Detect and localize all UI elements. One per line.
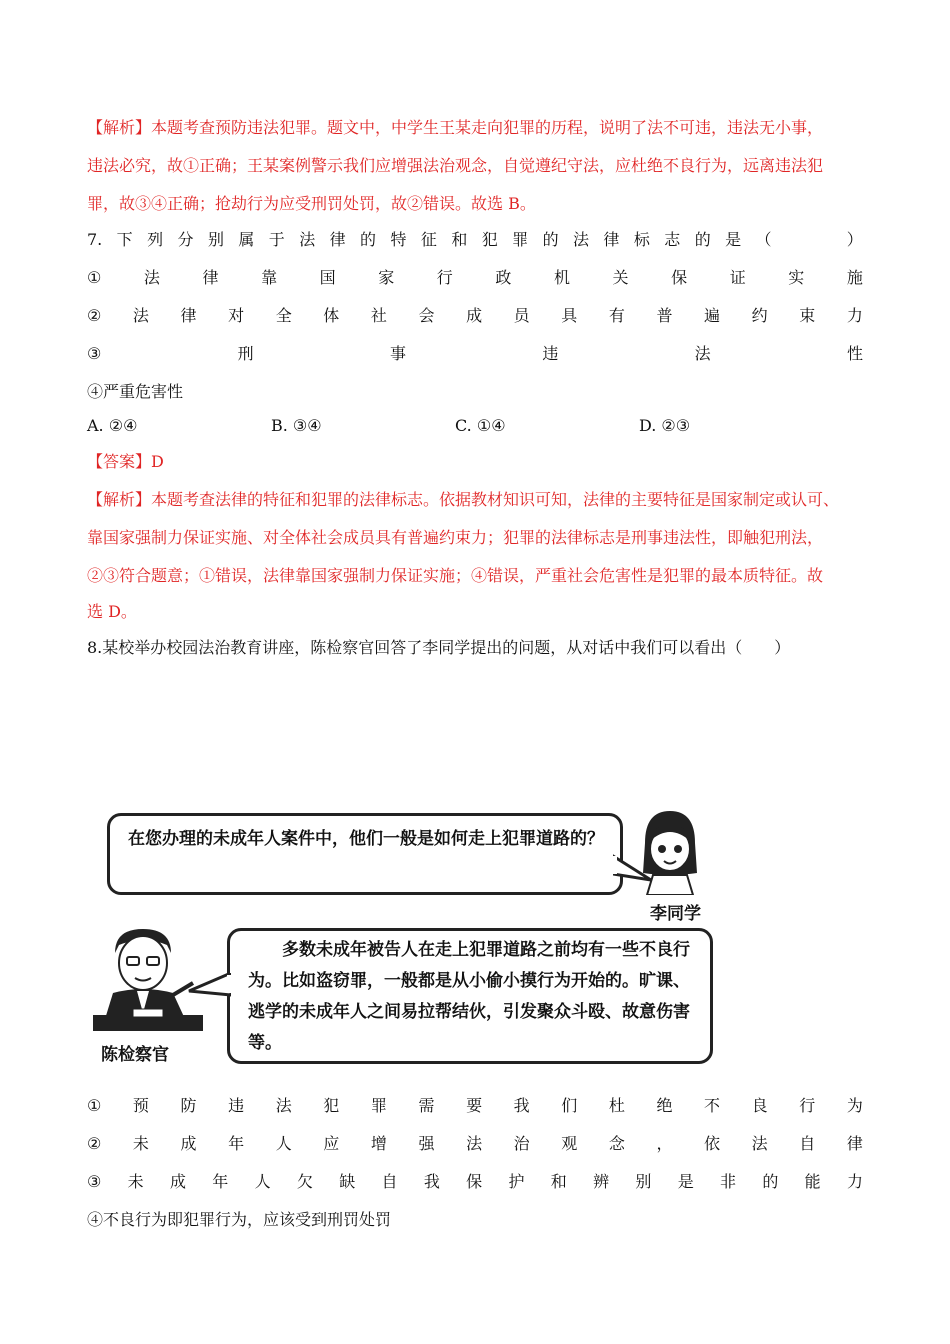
question-7-stem-char: 是 bbox=[725, 230, 742, 249]
question-8-item-3-char: 力 bbox=[846, 1172, 863, 1191]
question-8-item-3-char: 年 bbox=[212, 1172, 229, 1191]
question-8-item-1-char: 预 bbox=[132, 1096, 149, 1115]
question-7-stem-char: 列 bbox=[147, 230, 164, 249]
question-7-stem-char: 征 bbox=[420, 230, 437, 249]
question-8-item-1-char: 需 bbox=[418, 1096, 435, 1115]
option-c: C. ①④ bbox=[455, 416, 506, 435]
question-8-item-1-char: 防 bbox=[180, 1096, 197, 1115]
question-8-item-1-char: 良 bbox=[751, 1096, 768, 1115]
question-8-item-3-char: 是 bbox=[677, 1172, 694, 1191]
question-7-item-3 bbox=[87, 343, 863, 365]
question-7-stem-char bbox=[786, 229, 802, 251]
question-8-item-2-char: 治 bbox=[513, 1134, 530, 1153]
question-7-item-2-char: 遍 bbox=[704, 306, 721, 325]
question-8-item-3-char: ③ bbox=[87, 1172, 102, 1191]
question-7-item-3-char: 法 bbox=[694, 344, 711, 363]
question-7-item-1-char: 政 bbox=[495, 268, 512, 287]
question-7-item-3-char: 刑 bbox=[237, 344, 254, 363]
question-8-item-3-char: 我 bbox=[423, 1172, 440, 1191]
question-7-stem-char: 和 bbox=[451, 230, 468, 249]
officer-speech-bubble bbox=[227, 928, 713, 1064]
question-8-item-2-char: 人 bbox=[275, 1134, 292, 1153]
question-7-analysis-line-4: 选 D。 bbox=[87, 602, 137, 621]
comic-illustration bbox=[87, 795, 717, 1070]
question-7-answer: 【答案】D bbox=[87, 452, 164, 471]
question-8-item-3 bbox=[87, 1171, 863, 1193]
question-8-item-2-char: 律 bbox=[846, 1134, 863, 1153]
question-7-stem-char: 标 bbox=[633, 230, 650, 249]
question-7-item-2-char: 束 bbox=[799, 306, 816, 325]
question-7-stem-char: 属 bbox=[238, 230, 255, 249]
question-7-item-1-char: 律 bbox=[202, 268, 219, 287]
question-8-item-2-char: 年 bbox=[228, 1134, 245, 1153]
question-7-item-3-char: 性 bbox=[846, 344, 863, 363]
question-7-item-3-char: ③ bbox=[87, 344, 102, 363]
question-7-stem-char: 志 bbox=[664, 230, 681, 249]
question-7-analysis-line-3: ②③符合题意；①错误，法律靠国家强制力保证实施；④错误，严重社会危害性是犯罪的最本质特征。故 bbox=[87, 566, 824, 585]
question-7-stem-char: 犯 bbox=[481, 230, 498, 249]
question-8-stem: 8.某校举办校园法治教育讲座，陈检察官回答了李同学提出的问题，从对话中我们可以看出（ ） bbox=[87, 638, 791, 657]
question-8-item-1-char: 要 bbox=[466, 1096, 483, 1115]
question-7-stem-char: 分 bbox=[177, 230, 194, 249]
question-7-item-2-char: 具 bbox=[561, 306, 578, 325]
question-7-item-1-char: 证 bbox=[729, 268, 746, 287]
question-8-item-3-char: 辨 bbox=[593, 1172, 610, 1191]
officer-name: 陈检察官 bbox=[101, 1045, 169, 1065]
question-7-item-2-char: 对 bbox=[228, 306, 245, 325]
option-b: B. ③④ bbox=[271, 416, 322, 435]
question-8-item-2-char: 观 bbox=[561, 1134, 578, 1153]
officer-figure-icon bbox=[93, 923, 203, 1031]
analysis-6-line-3: 罪，故③④正确；抢劫行为应受刑罚处罚，故②错误。故选 B。 bbox=[87, 194, 536, 213]
question-7-item-2-char: 有 bbox=[608, 306, 625, 325]
question-7-item-1-char: 保 bbox=[671, 268, 688, 287]
question-7-item-2-char: 社 bbox=[370, 306, 387, 325]
question-8-item-1-char: 我 bbox=[513, 1096, 530, 1115]
question-8-item-1-char: ① bbox=[87, 1096, 102, 1115]
question-8-item-3-char: 缺 bbox=[339, 1172, 356, 1191]
question-7-item-1-char: 国 bbox=[319, 268, 336, 287]
question-7-item-2-char: 约 bbox=[751, 306, 768, 325]
question-7-item-2-char: 法 bbox=[132, 306, 149, 325]
question-8-item-3-char: 的 bbox=[762, 1172, 779, 1191]
question-7-stem-char: 法 bbox=[573, 230, 590, 249]
question-7-item-2-char: 律 bbox=[180, 306, 197, 325]
question-8-item-3-char: 未 bbox=[127, 1172, 144, 1191]
question-8-item-1-char: 法 bbox=[275, 1096, 292, 1115]
question-7-item-2-char: 力 bbox=[846, 306, 863, 325]
question-8-item-2-char: 未 bbox=[132, 1134, 149, 1153]
question-8-item-2-char: 念 bbox=[608, 1134, 625, 1153]
question-8-item-1-char: 罪 bbox=[370, 1096, 387, 1115]
question-8-item-3-char: 保 bbox=[466, 1172, 483, 1191]
question-8-item-2-char: ， bbox=[656, 1134, 673, 1153]
question-8-item-1 bbox=[87, 1095, 863, 1117]
question-8-item-1-char: 为 bbox=[846, 1096, 863, 1115]
question-7-item-1-char: 机 bbox=[553, 268, 570, 287]
question-7-stem-char bbox=[816, 229, 832, 251]
question-8-item-2-char: 自 bbox=[799, 1134, 816, 1153]
question-8-item-3-char: 别 bbox=[635, 1172, 652, 1191]
question-7-stem-char: 别 bbox=[207, 230, 224, 249]
question-7-item-4: ④严重危害性 bbox=[87, 382, 184, 401]
question-7-stem-char: 的 bbox=[360, 230, 377, 249]
question-7-item-2-char: 体 bbox=[323, 306, 340, 325]
student-speech-bubble bbox=[107, 813, 623, 895]
question-7-stem-char: 罪 bbox=[512, 230, 529, 249]
question-8-item-1-char: 杜 bbox=[608, 1096, 625, 1115]
analysis-6-line-2: 违法必究，故①正确；王某案例警示我们应增强法治观念，自觉遵纪守法，应杜绝不良行为，远离违法犯 bbox=[87, 156, 824, 175]
question-7-item-2-char: 会 bbox=[418, 306, 435, 325]
question-7-item-2-char: 全 bbox=[275, 306, 292, 325]
question-7-item-1-char: 法 bbox=[143, 268, 160, 287]
student-figure-icon bbox=[635, 803, 705, 895]
question-7-stem-char: 的 bbox=[542, 230, 559, 249]
question-7-stem-char: 的 bbox=[694, 230, 711, 249]
option-d: D. ②③ bbox=[639, 416, 691, 435]
question-8-item-3-char: 和 bbox=[550, 1172, 567, 1191]
question-7-item-2-char: 普 bbox=[656, 306, 673, 325]
question-8-item-2-char: 法 bbox=[466, 1134, 483, 1153]
question-7-item-1-char: ① bbox=[87, 268, 102, 287]
question-7-stem-char: 下 bbox=[116, 230, 133, 249]
question-7-item-2-char: 员 bbox=[513, 306, 530, 325]
question-7-item-2-char: ② bbox=[87, 306, 102, 325]
question-8-item-2-char: 强 bbox=[418, 1134, 435, 1153]
question-8-item-1-char: 犯 bbox=[323, 1096, 340, 1115]
question-7-item-3-char: 违 bbox=[542, 344, 559, 363]
question-7-stem-char: 法 bbox=[299, 230, 316, 249]
question-7-item-3-char: 事 bbox=[389, 344, 406, 363]
question-7-item-1 bbox=[87, 267, 863, 289]
question-7-stem-char: ） bbox=[846, 230, 863, 249]
question-8-item-1-char: 行 bbox=[799, 1096, 816, 1115]
question-8-item-3-char: 能 bbox=[804, 1172, 821, 1191]
question-7-analysis-line-2: 靠国家强制力保证实施、对全体社会成员具有普遍约束力；犯罪的法律标志是刑事违法性，即触犯刑法， bbox=[87, 528, 824, 547]
question-7-item-1-char: 行 bbox=[436, 268, 453, 287]
question-7-stem-char: 于 bbox=[268, 230, 285, 249]
question-8-item-1-char: 们 bbox=[561, 1096, 578, 1115]
question-8-item-4: ④不良行为即犯罪行为，应该受到刑罚处罚 bbox=[87, 1210, 392, 1229]
question-8-item-2 bbox=[87, 1133, 863, 1155]
analysis-6-line-1: 【解析】本题考查预防违法犯罪。题文中，中学生王某走向犯罪的历程，说明了法不可违，违法无小事， bbox=[87, 118, 824, 137]
question-7-item-2 bbox=[87, 305, 863, 327]
question-7-stem-char: 7. bbox=[87, 230, 103, 249]
question-8-item-2-char: 法 bbox=[751, 1134, 768, 1153]
question-7-item-1-char: 施 bbox=[846, 268, 863, 287]
question-7-stem-char: （ bbox=[755, 230, 772, 249]
question-7-stem-char: 律 bbox=[329, 230, 346, 249]
question-7-stem bbox=[87, 229, 863, 251]
question-8-item-2-char: 依 bbox=[704, 1134, 721, 1153]
question-7-analysis-line-1: 【解析】本题考查法律的特征和犯罪的法律标志。依据教材知识可知，法律的主要特征是国家制定或认可、 bbox=[87, 490, 840, 509]
question-8-item-2-char: 应 bbox=[323, 1134, 340, 1153]
question-8-item-1-char: 绝 bbox=[656, 1096, 673, 1115]
question-7-options bbox=[87, 415, 863, 437]
question-8-item-3-char: 欠 bbox=[296, 1172, 313, 1191]
question-7-item-1-char: 关 bbox=[612, 268, 629, 287]
question-8-item-3-char: 成 bbox=[169, 1172, 186, 1191]
question-7-stem-char: 律 bbox=[603, 230, 620, 249]
question-8-item-3-char: 人 bbox=[254, 1172, 271, 1191]
question-7-stem-char: 特 bbox=[390, 230, 407, 249]
question-8-item-2-char: 增 bbox=[370, 1134, 387, 1153]
student-question-text: 在您办理的未成年人案件中，他们一般是如何走上犯罪道路的？ bbox=[128, 829, 604, 849]
question-7-item-1-char: 家 bbox=[378, 268, 395, 287]
question-8-item-1-char: 违 bbox=[228, 1096, 245, 1115]
question-7-item-2-char: 成 bbox=[466, 306, 483, 325]
question-7-item-1-char: 实 bbox=[788, 268, 805, 287]
officer-answer-text: 多数未成年被告人在走上犯罪道路之前均有一些不良行为。比如盗窃罪，一般都是从小偷小摸行为开始的。旷课、逃学的未成年人之间易拉帮结伙，引发聚众斗殴、故意伤害等。 bbox=[248, 940, 690, 1053]
student-name: 李同学 bbox=[650, 904, 701, 924]
question-8-item-3-char: 自 bbox=[381, 1172, 398, 1191]
question-8-item-1-char: 不 bbox=[704, 1096, 721, 1115]
question-8-item-2-char: ② bbox=[87, 1134, 102, 1153]
question-8-item-3-char: 护 bbox=[508, 1172, 525, 1191]
option-a: A. ②④ bbox=[87, 416, 138, 435]
question-8-item-3-char: 非 bbox=[720, 1172, 737, 1191]
question-8-item-2-char: 成 bbox=[180, 1134, 197, 1153]
question-7-item-1-char: 靠 bbox=[261, 268, 278, 287]
